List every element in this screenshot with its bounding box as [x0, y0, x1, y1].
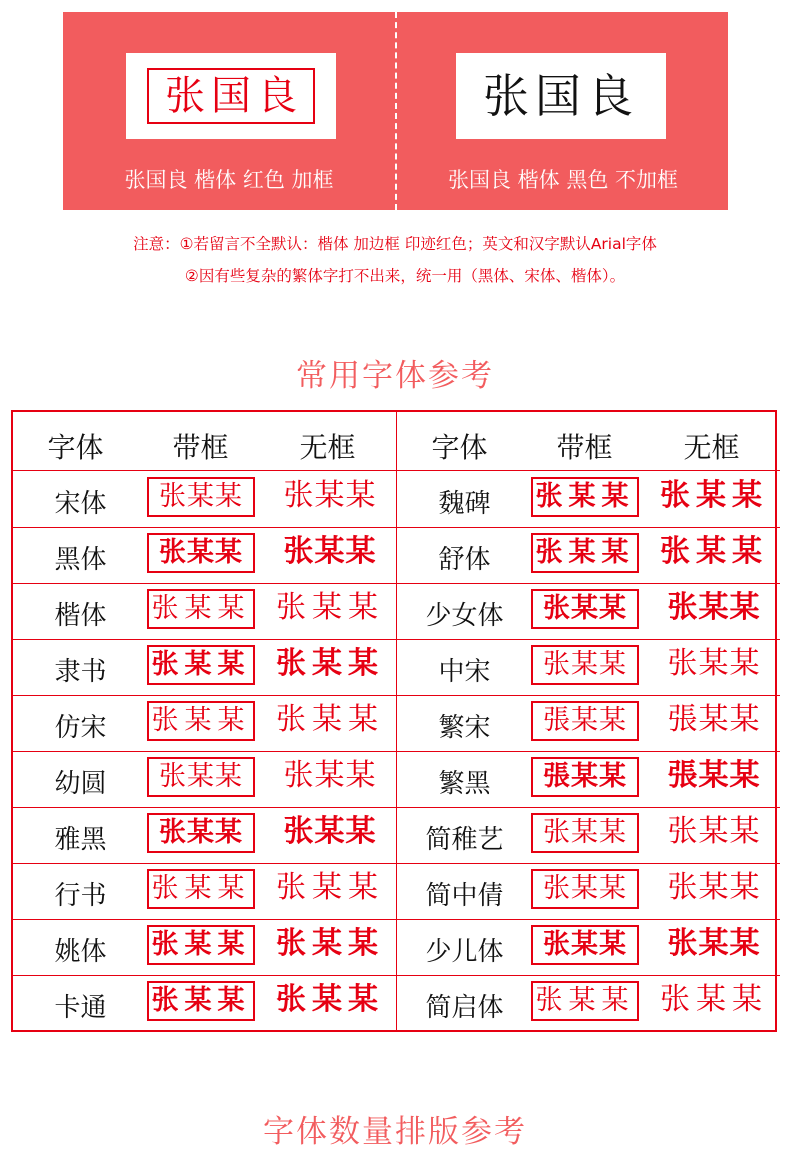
- framed-sample: 张某某: [531, 533, 639, 573]
- plain-sample-stamp: 张国良: [483, 68, 639, 123]
- plain-sample: 张某某: [667, 646, 761, 681]
- table-row: [13, 975, 396, 1031]
- table-row: [397, 583, 780, 640]
- plain-sample: 张某某: [660, 534, 768, 569]
- header-font: 字体: [431, 431, 488, 464]
- plain-sample: 张某某: [276, 590, 384, 625]
- framed-sample: 張某某: [531, 701, 639, 741]
- font-reference-table: [11, 410, 777, 1032]
- note-line-1: 注意：①若留言不全默认：楷体 加边框 印迹红色；英文和汉字默认Arial字体: [133, 235, 657, 253]
- font-name: 繁黑: [438, 769, 491, 799]
- plain-sample: 张某某: [276, 870, 384, 905]
- framed-sample: 张某某: [531, 981, 639, 1021]
- framed-sample: 张某某: [531, 869, 639, 909]
- framed-sample: 张某某: [147, 813, 255, 853]
- plain-sample-card: [456, 53, 666, 139]
- font-name: 雅黑: [54, 825, 107, 855]
- plain-sample: 张某某: [667, 870, 761, 905]
- plain-sample-caption: 张国良 楷体 黑色 不加框: [447, 168, 679, 192]
- plain-sample: 張某某: [667, 702, 761, 737]
- font-table-left-half: [13, 412, 396, 1030]
- table-row: [13, 751, 396, 808]
- font-name: 楷体: [54, 601, 107, 631]
- plain-sample: 张某某: [276, 926, 384, 961]
- table-row: [397, 527, 780, 584]
- framed-sample-stamp: 张国良: [147, 68, 315, 124]
- table-row: [13, 919, 396, 976]
- table-row: [13, 639, 396, 696]
- table-row: [397, 975, 780, 1031]
- font-name: 少儿体: [425, 937, 504, 967]
- font-name: 繁宋: [438, 713, 491, 743]
- framed-sample: 张某某: [147, 701, 255, 741]
- framed-sample: 张某某: [147, 925, 255, 965]
- plain-sample: 张某某: [660, 478, 768, 513]
- plain-sample: 张某某: [276, 982, 384, 1017]
- table-row: [397, 695, 780, 752]
- header-plain: 无框: [299, 431, 356, 464]
- table-row: [13, 583, 396, 640]
- table-row: [397, 919, 780, 976]
- font-name: 幼圆: [54, 769, 107, 799]
- plain-sample: 张某某: [276, 702, 384, 737]
- framed-sample: 张某某: [531, 589, 639, 629]
- plain-sample: 张某某: [667, 926, 761, 961]
- header-font: 字体: [47, 431, 104, 464]
- font-name: 简稚艺: [425, 825, 504, 855]
- table-row: [397, 751, 780, 808]
- header-plain: 无框: [683, 431, 740, 464]
- font-name: 中宋: [438, 657, 491, 687]
- framed-sample: 张某某: [147, 757, 255, 797]
- font-name: 少女体: [425, 601, 504, 631]
- font-name: 简启体: [425, 993, 504, 1023]
- font-name: 简中倩: [425, 881, 504, 911]
- font-name: 姚体: [54, 937, 107, 967]
- plain-sample: 张某某: [283, 814, 377, 849]
- plain-sample: 张某某: [283, 478, 377, 513]
- table-row: [13, 807, 396, 864]
- plain-sample: 張某某: [667, 758, 761, 793]
- font-name: 黑体: [54, 545, 107, 575]
- table-row: [13, 695, 396, 752]
- framed-sample-card: [126, 53, 336, 139]
- font-name: 卡通: [54, 993, 107, 1023]
- framed-sample: 張某某: [531, 757, 639, 797]
- plain-sample: 张某某: [660, 982, 768, 1017]
- table-header: [397, 412, 780, 471]
- table-header: [13, 412, 396, 471]
- plain-sample: 张某某: [667, 590, 761, 625]
- framed-sample: 张某某: [531, 813, 639, 853]
- plain-sample: 张某某: [283, 534, 377, 569]
- framed-sample: 张某某: [147, 981, 255, 1021]
- plain-sample: 张某某: [667, 814, 761, 849]
- table-row: [13, 863, 396, 920]
- table-row: [13, 471, 396, 528]
- sample-banner: [63, 12, 728, 210]
- framed-sample: 张某某: [147, 477, 255, 517]
- header-framed: 带框: [172, 431, 229, 464]
- header-framed: 带框: [556, 431, 613, 464]
- font-name: 宋体: [54, 489, 107, 519]
- framed-sample: 张某某: [531, 925, 639, 965]
- framed-sample: 张某某: [147, 589, 255, 629]
- font-name: 魏碑: [438, 489, 491, 519]
- framed-sample-caption: 张国良 楷体 红色 加框: [124, 168, 334, 192]
- font-name: 隶书: [54, 657, 107, 687]
- common-fonts-title: 常用字体参考: [296, 358, 494, 394]
- plain-sample: 张某某: [276, 646, 384, 681]
- table-row: [13, 527, 396, 584]
- table-row: [397, 863, 780, 920]
- table-row: [397, 471, 780, 528]
- table-row: [397, 807, 780, 864]
- framed-sample: 张某某: [147, 869, 255, 909]
- plain-sample: 张某某: [283, 758, 377, 793]
- font-name: 行书: [54, 881, 107, 911]
- framed-sample: 张某某: [531, 645, 639, 685]
- font-table-right-half: [396, 412, 780, 1030]
- layout-reference-title: 字体数量排版参考: [263, 1114, 527, 1150]
- framed-sample: 张某某: [531, 477, 639, 517]
- table-row: [397, 639, 780, 696]
- note-line-2: ②因有些复杂的繁体字打不出来，统一用（黑体、宋体、楷体）。: [184, 267, 626, 285]
- framed-sample: 张某某: [147, 645, 255, 685]
- font-name: 舒体: [438, 545, 491, 575]
- font-name: 仿宋: [54, 713, 107, 743]
- framed-sample: 张某某: [147, 533, 255, 573]
